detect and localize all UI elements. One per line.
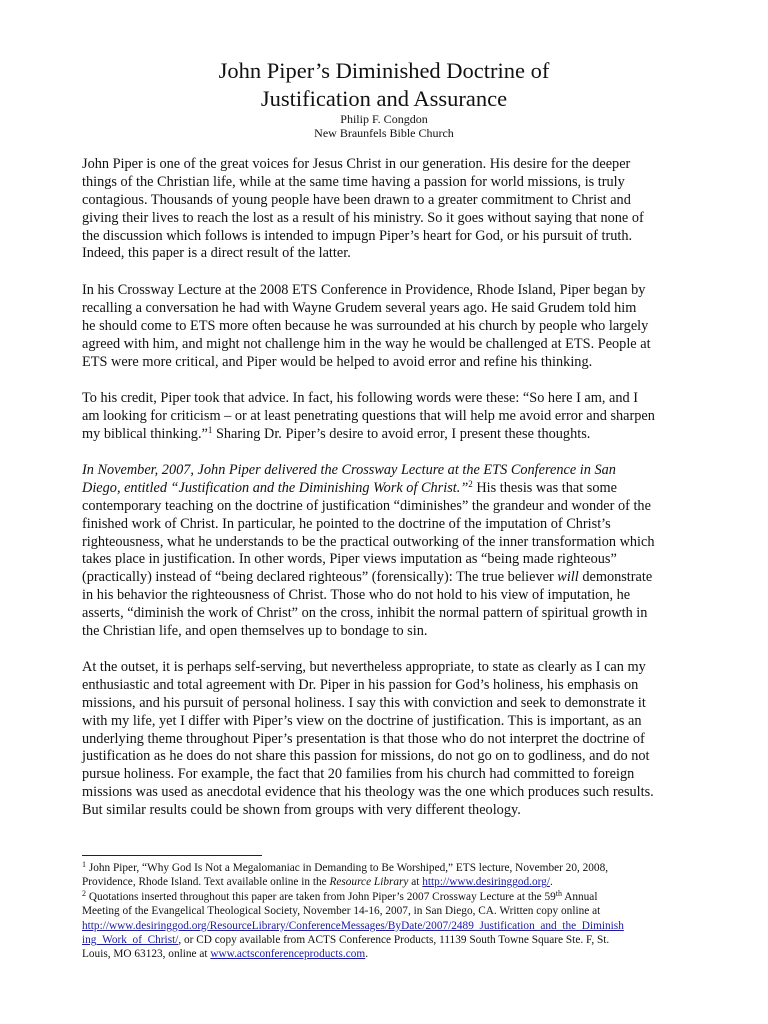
paragraph-line: Indeed, this paper is a direct result of the latter. [82,245,351,262]
paragraph-4 [82,462,722,641]
footnote-number: 2 [82,889,86,898]
paragraph-text-italic: Diego, entitled “Justification and the Diminishing Work of Christ.” [82,479,469,496]
paragraph-line: missions was used as anecdotal evidence that his theology was the one which produces such results. [82,784,654,801]
paragraph-line: John Piper is one of the great voices for Jesus Christ in our generation. His desire for the deeper [82,156,631,172]
footnote-divider [82,855,262,856]
paragraph-line: recalling a conversation he had with Wayne Grudem several years ago. He said Grudem told him [82,299,637,316]
footnote-text: Annual [562,891,598,903]
paragraph-line [82,569,722,587]
paragraph-line: ETS were more critical, and Piper would be helped to avoid error and refine his thinking. [82,353,593,370]
paragraph-line: But similar results could be shown from groups with very different theology. [82,802,521,819]
paragraph-line: justification as he does do not share this passion for missions, do not go on to godliness, and do not [82,748,650,765]
paragraph-line [82,426,722,444]
paragraph-5 [82,659,722,820]
footnote-line [82,947,722,961]
lecture-transcript-link[interactable]: http://www.desiringgod.org/ResourceLibrary/ConferenceMessages/ByDate/2007/2489_Justification_and_the_Diminish [82,919,624,932]
paragraph-line: At the outset, it is perhaps self-serving, but nevertheless appropriate, to state as clearly as I can my [82,659,646,675]
paragraph-line: agreed with him, and might not challenge him in the way he would be challenged at ETS. People at [82,335,651,352]
paragraph-line: finished work of Christ. In particular, he pointed to the doctrine of the imputation of Christ’s [82,515,611,532]
paragraph-line: enthusiastic and total agreement with Dr. Piper in his passion for God’s holiness, his emphasis on [82,676,639,693]
paragraph-line [82,480,722,498]
paragraph-line: In November, 2007, John Piper delivered the Crossway Lecture at the ETS Conference in San [82,462,616,478]
paragraph-text: demonstrate [578,569,653,586]
paragraph-text: (practically) instead of “being declared righteous” (forensically): The true believer [82,569,558,586]
paragraph-3 [82,390,722,444]
footnote-ref-1[interactable]: 1 [207,424,213,435]
desiringgod-link[interactable]: http://www.desiringgod.org/ [422,876,550,889]
paragraph-line: righteousness, what he understands to be the practical outworking of the inner transformation which [82,533,655,550]
paragraph-line: the Christian life, and open themselves up to bondage to sin. [82,623,428,640]
author-name: Philip F. Congdon [340,112,428,126]
paragraph-text: His thesis was that some [472,479,617,496]
ordinal-suffix: th [555,889,562,898]
footnote-text: Quotations inserted throughout this paper are taken from John Piper’s 2007 Crossway Lecture at the 59 [86,891,556,903]
document-title-line-2: Justification and Assurance [260,86,508,111]
paragraph-line: with my life, yet I differ with Piper’s view on the doctrine of justification. This is important, as an [82,712,642,729]
paragraph-text-italic: will [557,569,579,586]
paragraph-line: in his behavior the righteousness of Christ. Those who do not hold to his view of imputation, he [82,587,631,604]
footnote-text: , or CD copy available from ACTS Conference Products, 11139 South Towne Square Ste. F, St. [178,933,610,946]
paragraph-line: giving their lives to reach the lost as a result of his ministry. So it goes without saying that none of [82,209,644,226]
acts-conference-link[interactable]: www.actsconferenceproducts.com [210,948,366,961]
paragraph-line: missions, and his pursuit of personal holiness. I say this with conviction and seek to demonstrate it [82,694,646,711]
document-title-line-1: John Piper’s Diminished Doctrine of [218,58,550,83]
footnote-text: John Piper, “Why God Is Not a Megalomaniac in Demanding to Be Worshiped,” ETS lecture, November 20, 2008, [86,862,609,874]
paragraph-line: To his credit, Piper took that advice. In fact, his following words were these: “So here I am, and I [82,390,639,406]
footnote-line: Meeting of the Evangelical Theological Society, November 14-16, 2007, in San Diego, CA. Written copy online at [82,905,601,918]
footnote-ref-2[interactable]: 2 [468,478,473,489]
footnote-line [82,890,722,904]
paragraph-line: contemporary teaching on the doctrine of justification “diminishes” the grandeur and wonder of the [82,497,651,514]
footnote-text-italic: Resource Library [329,876,409,889]
paragraph-line: takes place in justification. In other words, Piper views imputation as “being made righteous” [82,551,617,568]
footnote-line [82,919,722,933]
paragraph-1 [82,156,722,263]
paragraph-line: things of the Christian life, while at the same time having a passion for world missions, is truly [82,173,625,190]
footnote-text: Louis, MO 63123, online at [82,948,211,961]
footnote-line [82,875,722,889]
footnote-line [82,861,722,875]
footnote-number: 1 [82,860,86,869]
footnote-1 [82,861,722,890]
paragraph-text: Sharing Dr. Piper’s desire to avoid error, I present these thoughts. [212,425,591,442]
footnote-text: . [365,948,369,961]
lecture-transcript-link-continued[interactable]: ing_Work_of_Christ/ [82,933,179,946]
paragraph-line: he should come to ETS more often because he was surrounded at his church by people who largely [82,317,649,334]
paragraph-line: In his Crossway Lecture at the 2008 ETS Conference in Providence, Rhode Island, Piper began by [82,282,646,298]
footnote-2 [82,890,722,961]
footnote-text: Providence, Rhode Island. Text available online in the [82,876,330,889]
paragraph-line: am looking for criticism – or at least penetrating questions that will help me avoid error and sharpen [82,407,655,424]
footnote-text: . [549,876,553,889]
paragraph-2 [82,282,722,371]
paragraph-line: contagious. Thousands of young people have been drawn to a greater commitment to Christ and [82,191,631,208]
paragraph-text: my biblical thinking.” [82,425,208,442]
paragraph-line: asserts, “diminish the work of Christ” on the cross, inhibit the normal pattern of spiritual growth in [82,605,648,622]
paragraph-line: pursue holiness. For example, the fact that 20 families from his church had committed to foreign [82,766,635,783]
paragraph-line: the discussion which follows is intended to impugn Piper’s heart for God, or his pursuit of truth. [82,227,633,244]
footnote-text: at [408,876,423,889]
footnote-line [82,933,722,947]
paragraph-line: underlying theme throughout Piper’s presentation is that those who do not interpret the doctrine of [82,730,645,747]
author-affiliation: New Braunfels Bible Church [314,126,454,140]
